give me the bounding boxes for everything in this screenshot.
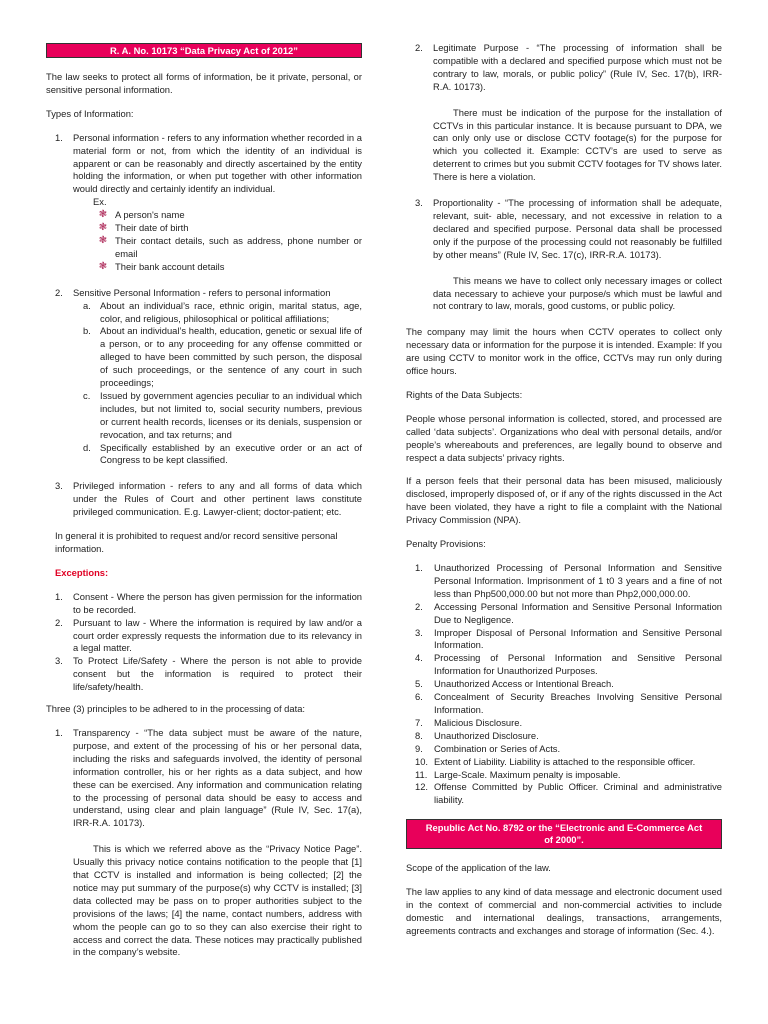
- penalty-item: [415, 626, 722, 653]
- penalty-number: 4.: [415, 652, 423, 664]
- type-text: Sensitive Personal Information - refers to personal information: [73, 286, 331, 298]
- principle-text: Transparency - “The data subject must be aware of the nature, purpose, and extent of the processing of his or her personal data, including the risks and safeguards involved, the identity of personal information controller, his or her rights as a data subject, and how these can be exercised. Any information and communication relating to the processing of personal data should be easy to access and understand, using clear and plain language” (Rule IV, Sec. 17(a), IRR-R.A. 10173).: [73, 726, 362, 829]
- exception-text: Consent - Where the person has given permission for the information to be recorded.: [73, 590, 362, 615]
- penalty-number: 9.: [415, 742, 423, 754]
- type-number: 2.: [55, 286, 63, 298]
- sensitive-sublist: [73, 300, 362, 468]
- scope-heading: Scope of the application of the law.: [406, 862, 551, 874]
- sensitive-subitem: [83, 441, 362, 468]
- exception-text: Pursuant to law - Where the information is required by law and/or a court order expressly requests the information due to its relevancy in a legal matter.: [73, 616, 362, 654]
- type-number: 1.: [55, 131, 63, 143]
- sensitive-subitem: [83, 299, 362, 326]
- principles-list-right: [406, 42, 722, 313]
- rights-paragraph: People whose personal information is collected, stored, and processed are called ‘data subjects’. Organizations who deal with personal details, and/or people’s whereabouts and preferences, are legally bound to observe and respect a data subjects’ privacy rights.: [406, 412, 722, 463]
- exception-number: 1.: [55, 590, 63, 602]
- left-column: [46, 0, 362, 959]
- flower-bullet-icon: ❃: [98, 209, 108, 221]
- type-item-1: [55, 131, 362, 274]
- penalty-number: 5.: [415, 678, 423, 690]
- penalty-text: Improper Disposal of Personal Information and Sensitive Personal Information.: [434, 626, 722, 651]
- example-item: [93, 222, 362, 235]
- principle-note: This means we have to collect only necessary images or collect data necessary to achieve your purpose/s which must be lawful and not contrary to law, morals, good customs, or public policy.: [433, 274, 722, 312]
- penalties-list: [406, 562, 722, 807]
- penalty-item: [415, 562, 722, 601]
- exception-item: [55, 590, 362, 617]
- principle-number: 1.: [55, 726, 63, 738]
- principle-number: 2.: [415, 42, 423, 53]
- penalty-heading: Penalty Provisions:: [406, 538, 486, 550]
- type-text: Privileged information - refers to any and all forms of data which under the Rules of Court and other pertinent laws constitute privileged communication. E.g. Lawyer-client; doctor-patient; etc.: [73, 480, 362, 518]
- type-item-3: [55, 480, 362, 519]
- penalty-number: 10.: [415, 755, 429, 767]
- exceptions-heading: Exceptions:: [55, 566, 109, 578]
- penalty-number: 2.: [415, 600, 423, 612]
- example-text: Their contact details, such as address, phone number or email: [115, 234, 362, 259]
- penalty-text: Malicious Disclosure.: [434, 716, 523, 728]
- penalty-text: Offense Committed by Public Officer. Criminal and administrative liability.: [434, 781, 722, 806]
- cctv-hours-paragraph: The company may limit the hours when CCTV operates to collect only necessary data or information for the purpose it is intended. Example: If you are using CCTV to monitor work in the office, CCTVs may run only during office hours.: [406, 326, 722, 377]
- rights-heading: Rights of the Data Subjects:: [406, 388, 523, 400]
- principle-text: Legitimate Purpose - “The processing of information shall be compatible with a declared and specified purpose which must not be contrary to law, morals, or public policy” (Rule IV, Sec. 17(b), IRR-R.A. 10173).: [433, 42, 722, 92]
- penalty-item: [415, 652, 722, 678]
- penalty-text: Combination or Series of Acts.: [434, 742, 561, 754]
- misuse-paragraph: If a person feels that their personal data has been misused, maliciously disclosed, improperly disposed of, or if any of the rights discussed in the Act have been violated, they have a right to file a complaint with the National Privacy Commission (NPA).: [406, 475, 722, 526]
- exception-item: [55, 655, 362, 694]
- penalty-number: 11.: [415, 768, 428, 780]
- example-text: A person's name: [115, 209, 185, 221]
- scope-paragraph: The law applies to any kind of data message and electronic document used in the context of commercial and non-commercial activities to include domestic and international dealings, transactions, arrangements, agreements contracts and exchanges and storage of information (Sec. 4.).: [406, 886, 722, 936]
- sub-text: Issued by government agencies peculiar to an individual which includes, but not limited to, social security numbers, previous or current health records, licenses or its denials, suspension or revocation, and tax returns; and: [100, 389, 362, 440]
- general-prohibition: In general it is prohibited to request and/or record sensitive personal information.: [55, 530, 338, 554]
- penalty-item: [415, 742, 722, 756]
- exception-number: 2.: [55, 616, 63, 628]
- principle-legitimate-purpose: [415, 42, 722, 184]
- exception-item: [55, 616, 362, 656]
- type-text: Personal information - refers to any information whether recorded in a material form or not, from which the identity of an individual is apparent or can be reasonably and directly ascertained by the entity holding the information, or when put together with other information would directly and certainly identify an individual.: [73, 131, 362, 195]
- sensitive-subitem: [83, 389, 362, 442]
- penalty-item: [415, 781, 722, 807]
- example-block: [73, 196, 362, 273]
- example-item: [93, 261, 362, 274]
- principle-note: This is which we referred above as the “Privacy Notice Page”. Usually this privacy notice contains notification to the people that [1] that CCTV is installed and information is being collected; [2] the notice may put summary of the purpose(s) why CCTV is installed; [3] data collected may be pass on to proper authorities subject to the provisions of the laws; [4] the name, contact numbers, address with whom the people can go to so they can also exercise their right to access and correct the data. These notices may practically published in the company’s website.: [73, 843, 362, 958]
- penalty-item: [415, 729, 722, 743]
- principle-note: There must be indication of the purpose for the installation of CCTVs in this particular instance. It is because pursuant to DPA, we can only only use or disclose CCTV footage(s) for the purpose for which you collected it. Example: CCTV’s are used to serve as deterrent to crimes but you submit CCTV footages for TV shows later. There is here a violation.: [433, 106, 722, 183]
- penalty-item: [415, 768, 722, 782]
- sub-letter: a.: [83, 299, 91, 311]
- penalty-text: Processing of Personal Information and Sensitive Personal Information for Unauthorized Purposes.: [434, 652, 722, 677]
- penalty-item: [415, 678, 722, 691]
- penalty-item: [415, 691, 722, 717]
- sensitive-subitem: [83, 325, 362, 390]
- ra-10173-banner: R. A. No. 10173 “Data Privacy Act of 2012”: [46, 43, 362, 58]
- penalty-number: 6.: [415, 691, 423, 703]
- sub-letter: c.: [83, 389, 91, 401]
- penalty-text: Extent of Liability. Liability is attached to the responsible officer.: [434, 755, 696, 767]
- penalty-item: [415, 600, 722, 627]
- flower-bullet-icon: ❃: [98, 234, 108, 246]
- example-item: [93, 235, 362, 261]
- penalty-item: [415, 755, 722, 769]
- penalty-number: 12.: [415, 781, 429, 793]
- sub-letter: b.: [83, 325, 91, 337]
- principles-intro: Three (3) principles to be adhered to in the processing of data:: [46, 703, 306, 715]
- flower-bullet-icon: ❃: [98, 222, 108, 234]
- penalty-text: Concealment of Security Breaches Involving Sensitive Personal Information.: [434, 691, 722, 715]
- penalty-text: Large-Scale. Maximum penalty is imposable.: [434, 768, 621, 780]
- exception-number: 3.: [55, 655, 63, 667]
- sub-letter: d.: [83, 441, 91, 453]
- types-list: [46, 132, 362, 519]
- principle-text: Proportionality - “The processing of information shall be adequate, relevant, suit- able, necessary, and not excessive in relation to a declared and specified purpose. Personal data shall be processed only if the purpose of the processing could not reasonably be fulfilled by other means” (Rule IV, Sec. 17(c), IRR-R.A. 10173).: [433, 197, 722, 260]
- intro-paragraph: The law seeks to protect all forms of information, be it private, personal, or sensitive personal information.: [46, 71, 362, 95]
- penalty-number: 1.: [415, 562, 423, 573]
- ra-8792-banner: Republic Act No. 8792 or the “Electronic and E-Commerce Act of 2000”.: [406, 819, 722, 849]
- type-number: 3.: [55, 480, 63, 492]
- sub-text: About an individual’s race, ethnic origin, marital status, age, color, and religious, philosophical or political affiliations;: [100, 299, 362, 324]
- exceptions-list: [46, 591, 362, 694]
- sub-text: Specifically established by an executive order or an act of Congress to be kept classified.: [100, 441, 362, 466]
- example-item: [93, 209, 362, 222]
- example-label: Ex.: [93, 196, 107, 208]
- right-column: [406, 0, 722, 938]
- penalty-text: Accessing Personal Information and Sensitive Personal Information Due to Negligence.: [434, 600, 722, 625]
- penalty-text: Unauthorized Disclosure.: [434, 729, 539, 741]
- principle-proportionality: [415, 197, 722, 313]
- example-text: Their date of birth: [115, 222, 189, 234]
- penalty-number: 7.: [415, 716, 423, 728]
- type-item-2: [55, 286, 362, 468]
- principle-number: 3.: [415, 197, 423, 209]
- principles-list-left: [46, 727, 362, 959]
- exception-text: To Protect Life/Safety - Where the person is not able to provide consent but the information is required to protect their life/safety/health.: [73, 655, 362, 693]
- flower-bullet-icon: ❃: [98, 260, 108, 272]
- penalty-number: 3.: [415, 626, 423, 638]
- penalty-text: Unauthorized Access or Intentional Breach.: [434, 678, 614, 690]
- types-heading: Types of Information:: [46, 107, 134, 119]
- sub-text: About an individual’s health, education, genetic or sexual life of a person, or to any proceeding for any offense committed or alleged to have been committed by such person, the disposal of such proceedings, or the sentence of any court in such proceedings;: [100, 325, 362, 389]
- penalty-text: Unauthorized Processing of Personal Information and Sensitive Personal Information. Imprisonment of 1 t0 3 years and a fine of not less than Php500,000.00 but not more than Php2,000,000.00.: [434, 562, 722, 599]
- principle-transparency: [55, 726, 362, 959]
- penalty-number: 8.: [415, 729, 423, 741]
- penalty-item: [415, 716, 722, 730]
- example-text: Their bank account details: [115, 260, 225, 272]
